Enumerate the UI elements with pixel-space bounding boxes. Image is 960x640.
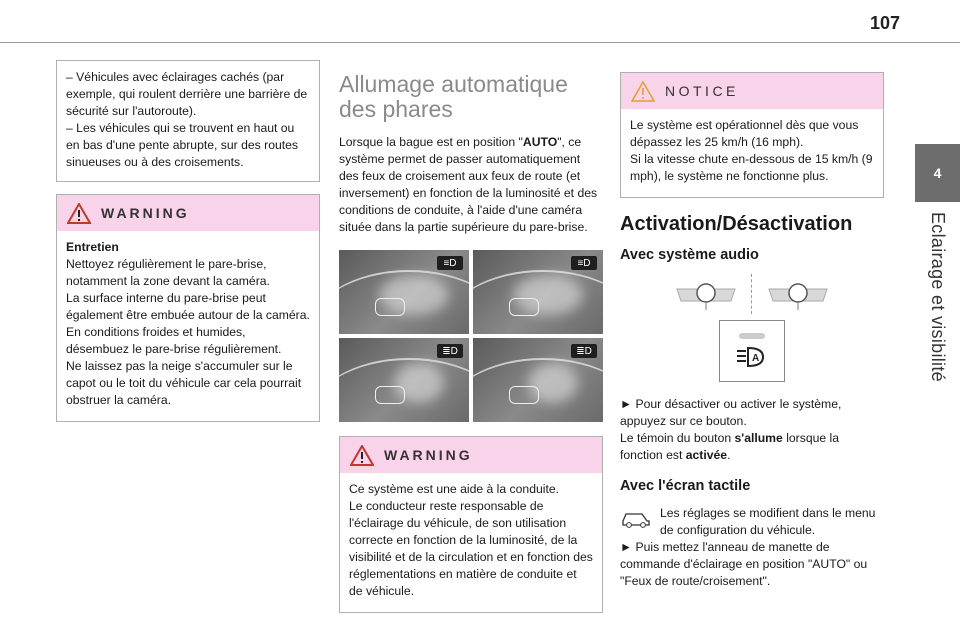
audio-step: ► Pour désactiver ou activer le système, appuyez sur ce bouton. xyxy=(620,397,842,428)
warning-box-driving-aid xyxy=(339,436,603,613)
heading-audio: Avec système audio xyxy=(620,247,759,263)
steering-controls-illustration xyxy=(620,274,884,314)
heading-touchscreen: Avec l'écran tactile xyxy=(620,478,751,494)
notice-header xyxy=(621,73,883,109)
auto-high-beam-button[interactable] xyxy=(719,320,785,382)
warning-label: WARNING xyxy=(101,204,190,221)
illustration-low-beam-2 xyxy=(473,338,603,422)
chapter-title: Eclairage et visibilité xyxy=(928,212,948,382)
warning-icon xyxy=(350,445,374,466)
warning-line-1: Nettoyez régulièrement le pare-brise, notamment la zone devant la caméra. xyxy=(66,257,270,288)
warning-header xyxy=(340,437,602,473)
auto-lights-intro xyxy=(339,134,603,236)
auto-keyword: AUTO xyxy=(522,135,558,149)
notice-icon xyxy=(631,81,655,102)
chapter-tab[interactable]: 4 xyxy=(915,144,960,202)
svg-text:A: A xyxy=(752,353,760,364)
divider-dashed xyxy=(751,274,753,314)
led-text-1: Le témoin du bouton xyxy=(620,431,735,445)
button-led xyxy=(739,333,765,339)
low-beam-icon: ≣D xyxy=(437,344,463,358)
warning-line-2: Le conducteur reste responsable de l'éclairage du véhicule, de son utilisation correcte en fonction de la luminosité, de la visibilité et de la circulation et en fonction des réglementations en matière de conduite et de véhicule. xyxy=(349,499,593,598)
section-title-activation: Activation/Désactivation xyxy=(620,213,853,235)
warning-heading: Entretien xyxy=(66,240,119,254)
notice-body xyxy=(621,109,883,197)
led-text-bold-1: s'allume xyxy=(734,431,783,445)
intro-line-1: – Véhicules avec éclairages cachés (par exemple, qui roulent derrière une barrière de sécurité sur l'autoroute). xyxy=(66,70,308,118)
high-beam-icon: ≡D xyxy=(571,256,597,270)
led-text-3: . xyxy=(727,448,731,462)
illustration-high-beam-2 xyxy=(473,250,603,334)
notice-line-2: Si la vitesse chute en-dessous de 15 km/h (9 mph), le système ne fonctionne plus. xyxy=(630,152,873,183)
steering-wheel-left-icon xyxy=(675,277,737,311)
warning-label: WARNING xyxy=(384,446,473,463)
warning-line-3: Ne laissez pas la neige s'accumuler sur le capot ou le toit du véhicule car cela pourrait obstruer la caméra. xyxy=(66,359,302,407)
warning-icon xyxy=(67,203,91,224)
intro-text-before: Lorsque la bague est en position " xyxy=(339,135,523,149)
intro-box xyxy=(56,60,320,182)
warning-body xyxy=(340,473,602,612)
notice-line-1: Le système est opérationnel dès que vous dépassez les 25 km/h (16 mph). xyxy=(630,118,859,149)
intro-text-after: ", ce système permet de passer automatiquement des feux de croisement aux feux de route (et inversement) en fonction de la luminosité et des conditions de conduite, à l'aide d'une caméra située dans la partie supérieure du pare-brise. xyxy=(339,135,598,234)
audio-led-note xyxy=(620,430,884,464)
touch-step: ► Puis mettez l'anneau de manette de commande d'éclairage en position "AUTO" ou "Feux de route/croisement". xyxy=(620,540,868,588)
column-1 xyxy=(56,60,320,422)
notice-box xyxy=(620,72,884,198)
low-beam-icon: ≣D xyxy=(571,344,597,358)
warning-line-2: La surface interne du pare-brise peut également être embuée autour de la caméra. En conditions froides et humides, désembuez le pare-brise régulièrement. xyxy=(66,291,310,356)
warning-box-maintenance xyxy=(56,194,320,422)
page-number: 107 xyxy=(869,13,900,33)
touch-menu-text: Les réglages se modifient dans le menu de configuration du véhicule. xyxy=(660,506,876,537)
led-text-2: lorsque la fonction est xyxy=(620,431,840,462)
warning-body xyxy=(57,231,319,421)
led-text-bold-2: activée xyxy=(685,448,728,462)
illustration-grid xyxy=(339,250,603,422)
column-3 xyxy=(620,72,884,590)
high-beam-icon: ≡D xyxy=(437,256,463,270)
intro-line-2: – Les véhicules qui se trouvent en haut ou en bas d'une pente abrupte, sur des routes sinueuses ou à des croisements. xyxy=(66,121,299,169)
touch-menu-row xyxy=(620,505,884,539)
vehicle-settings-icon xyxy=(620,507,652,529)
section-title-auto-lights: Allumage automatique des phares xyxy=(339,71,568,122)
warning-header xyxy=(57,195,319,231)
header-rule xyxy=(0,42,960,43)
illustration-high-beam-1 xyxy=(339,250,469,334)
column-2 xyxy=(339,60,603,613)
notice-label: NOTICE xyxy=(665,82,739,99)
illustration-low-beam-1 xyxy=(339,338,469,422)
steering-wheel-right-icon xyxy=(767,277,829,311)
auto-high-beam-icon xyxy=(735,345,769,369)
warning-line-1: Ce système est une aide à la conduite. xyxy=(349,482,560,496)
